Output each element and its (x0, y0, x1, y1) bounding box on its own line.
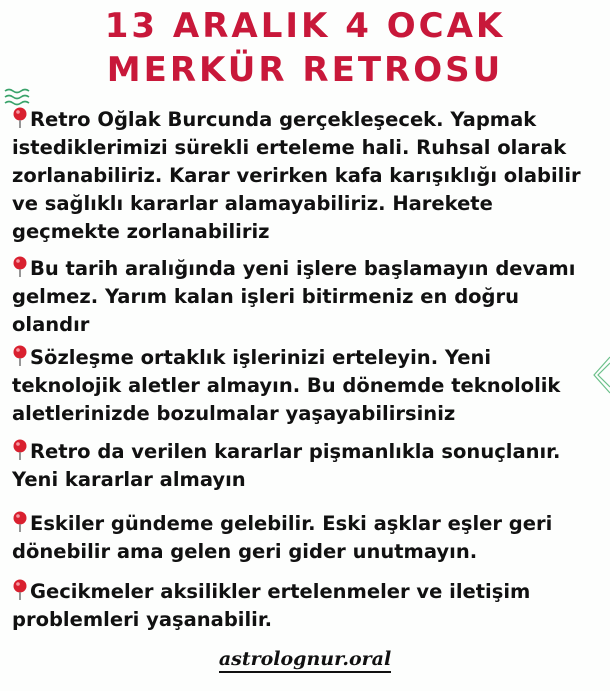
list-item (12, 255, 602, 339)
list-item (12, 510, 602, 566)
pushpin-icon (12, 579, 28, 601)
item-text: Sözleşme ortaklık işlerinizi erteleyin. Yeni teknolojik aletler almayın. Bu dönemde teknololik aletlerinizde bozulmalar yaşayabilirsiniz (12, 346, 561, 425)
item-text: Bu tarih aralığında yeni işlere başlamayın devamı gelmez. Yarım kalan işleri bitirmeniz en doğru olandır (12, 257, 576, 336)
list-item (12, 106, 602, 246)
pushpin-icon (12, 256, 28, 278)
list-item (12, 438, 602, 494)
pushpin-icon (12, 439, 28, 461)
pushpin-icon (12, 107, 28, 129)
item-text: Retro da verilen kararlar pişmanlıkla sonuçlanır. Yeni kararlar almayın (12, 440, 561, 491)
pushpin-icon (12, 511, 28, 533)
list-item (12, 344, 602, 428)
item-text: Eskiler gündeme gelebilir. Eski aşklar eşler geri dönebilir ama gelen geri gider unutmayın. (12, 512, 553, 563)
title-line-1: 13 ARALIK 4 OCAK (104, 6, 506, 46)
list-item (12, 578, 602, 634)
item-text: Retro Oğlak Burcunda gerçekleşecek. Yapmak istediklerimizi sürekli erteleme hali. Ruhsal olarak zorlanabiliriz. Karar verirken kafa karışıklığı olabilir ve sağlıklı kararlar alamayabiliriz. Harekete geçmekte zorlanabiliriz (12, 108, 581, 243)
signature (0, 648, 610, 670)
title-line-2: MERKÜR RETROSU (106, 50, 504, 90)
item-text: Gecikmeler aksilikler ertelenmeler ve iletişim problemleri yaşanabilir. (12, 580, 531, 631)
pushpin-icon (12, 345, 28, 367)
wave-decoration-icon (4, 88, 30, 106)
signature-text: astrolognur.oral (219, 648, 391, 673)
